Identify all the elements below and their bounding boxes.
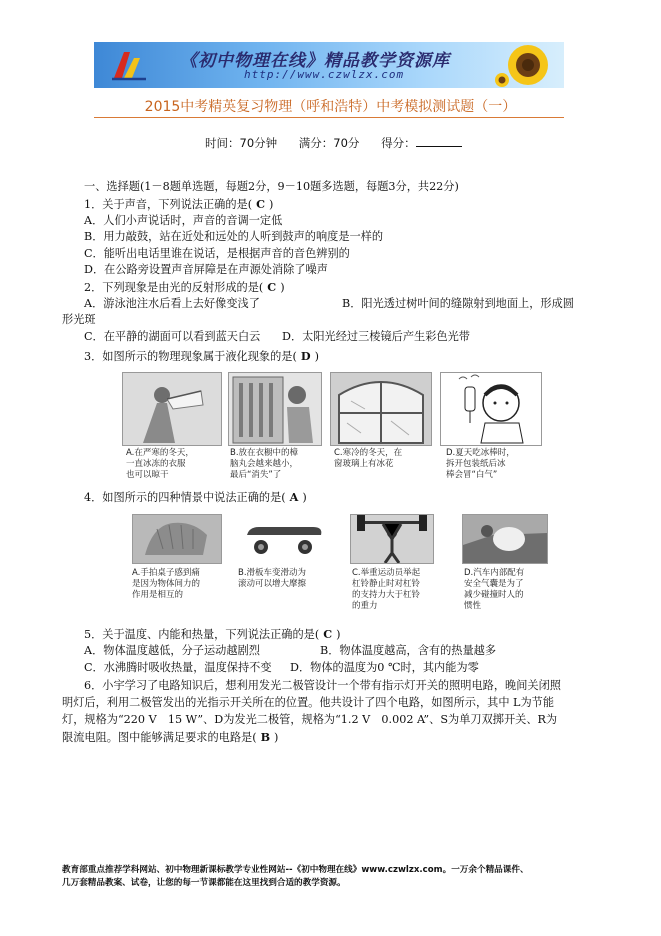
question-6-line-2: 明灯后，利用二极管发出的光指示开关所在的位置。他共设计了四个电路，如图所示，其中 L为节能 [62,696,555,709]
question-6-line-3: 灯，规格为“220 V 15 W”、D为发光二极管，规格为“1.2 V 0.002 A”、S为单刀双掷开关、R为 [62,713,558,726]
question-5-stem: 5．关于温度、内能和热量，下列说法正确的是( C ) [84,627,341,641]
q3-figure-b-caption: B.放在衣橱中的樟 脑丸会越来越小， 最后“消失”了 [230,448,299,480]
question-1-stem: 1．关于声音，下列说法正确的是( C ) [84,197,274,211]
q4-figure-c-caption: C.举重运动员举起 杠铃静止时对杠铃 的支持力大于杠铃 的重力 [352,568,421,611]
question-2-option-a: A．游泳池注水后看上去好像变浅了 [84,297,260,310]
banner-url[interactable]: http://www.czwlzx.com [244,68,405,81]
site-logo-icon [110,48,148,82]
hand-slap-table-image [132,514,222,564]
sunflower-icon [494,42,560,88]
question-5-option-d: D．物体的温度为0 ℃时，其内能为零 [290,661,479,674]
title-divider [94,117,564,118]
question-1-option-c: C．能听出电话里谁在说话，是根据声音的音色辨别的 [84,247,350,260]
footer-line-2: 几万套精品教案、试卷，让您的每一节课都能在这里找到合适的教学资源。 [62,878,346,888]
question-6-line-4: 限流电阻。图中能够满足要求的电路是( B ) [62,730,279,744]
wardrobe-image [228,372,322,446]
weightlifter-image [350,514,434,564]
question-3-stem: 3．如图所示的物理现象属于液化现象的是( D ) [84,349,319,363]
page-title: 2015中考精英复习物理（呼和浩特）中考模拟测试题（一） [144,99,517,115]
airbag-image [462,514,548,564]
question-2-option-b: B．阳光透过树叶间的缝隙射到地面上，形成圆 [342,297,574,310]
window-frost-image [330,372,432,446]
footer-line-1: 教育部重点推荐学科网站、初中物理新课标教学专业性网站--《初中物理在线》www.czwlzx.com。一万余个精品课件、 [62,865,529,875]
q3-figure-c-caption: C.寒冷的冬天，在 窗玻璃上有冰花 [334,448,403,469]
question-6-line-1: 6．小宇学习了电路知识后，想利用发光二极管设计一个带有指示灯开关的照明电路，晚间关闭照 [84,679,561,692]
q3-figure-a-caption: A.在严寒的冬天， 一直冰冻的衣服 也可以晾干 [126,448,194,480]
question-2-answer: C [267,280,277,294]
question-6-answer: B [260,730,271,744]
page-footer [62,864,529,890]
exam-full-score: 满分：70分 [298,136,360,150]
question-3-answer: D [300,349,311,363]
q4-figure-a-caption: A.手拍桌子感到痛 是因为物体间力的 作用是相互的 [132,568,201,600]
question-2-stem: 2．下列现象是由光的反射形成的是( C ) [84,280,285,294]
skateboard-image [238,514,328,564]
exam-time: 时间：70分钟 [205,136,278,150]
question-1-answer: C [256,197,266,211]
frozen-clothes-image [122,372,222,446]
q3-figure-d-caption: D.夏天吃冰棒时， 拆开包装纸后冰 棒会冒“白气” [446,448,515,480]
q4-figure-b-caption: B.滑板车变滑动为 滚动可以增大摩擦 [238,568,307,589]
question-2-option-c: C．在平静的湖面可以看到蓝天白云 [84,330,261,343]
question-2-option-b-cont: 形光斑 [62,313,96,326]
boy-ice-lolly-image [440,372,542,446]
question-4-answer: A [289,490,299,504]
site-banner [94,42,564,88]
score-blank[interactable] [416,134,462,147]
question-1-option-a: A．人们小声说话时，声音的音调一定低 [84,214,283,227]
question-2-option-d: D．太阳光经过三棱镜后产生彩色光带 [282,330,470,343]
question-1-option-b: B．用力敲鼓，站在近处和远处的人听到鼓声的响度是一样的 [84,230,384,243]
question-5-option-b: B．物体温度越高，含有的热量越多 [320,644,497,657]
banner-title: 《初中物理在线》精品教学资源库 [180,51,450,71]
exam-score-label: 得分： [381,136,416,150]
question-1-option-d: D．在公路旁设置声音屏障是在声源处消除了噪声 [84,263,328,276]
exam-meta [205,134,480,151]
question-5-answer: C [323,627,333,641]
question-5-option-c: C．水沸腾时吸收热量，温度保持不变 [84,661,272,674]
question-4-stem: 4．如图所示的四种情景中说法正确的是( A ) [84,490,307,504]
section-heading: 一、选择题(1－8题单选题，每题2分，9－10题多选题，每题3分，共22分) [84,180,459,193]
question-5-option-a: A．物体温度越低，分子运动越剧烈 [84,644,260,657]
q4-figure-d-caption: D.汽车内部配有 安全气囊是为了 减少碰撞时人的 惯性 [464,568,525,611]
